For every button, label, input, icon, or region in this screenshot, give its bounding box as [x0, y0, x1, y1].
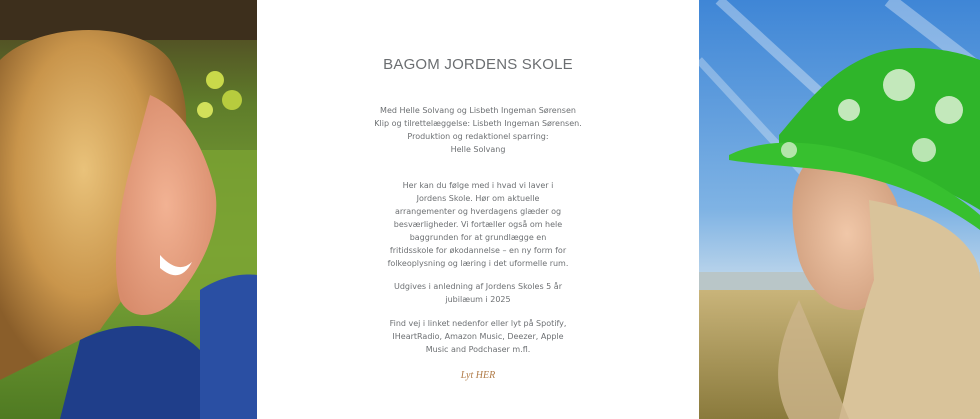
- description-line: arrangementer og hverdagens glæder og: [394, 207, 562, 216]
- credits-line: Produktion og redaktionel sparring:: [407, 132, 549, 141]
- credits-line: Helle Solvang: [450, 145, 506, 154]
- platforms-line: Music and Podchaser m.fl.: [425, 345, 531, 354]
- woman-in-hat-image: [699, 0, 980, 419]
- description-line: besværligheder. Vi fortæller også om hele: [393, 220, 563, 229]
- description-line: baggrunden for at grundlægge en: [409, 233, 547, 242]
- description-line: folkeoplysning og læring i det uformelle rum.: [387, 259, 569, 268]
- anniversary-line: jubilæum i 2025: [445, 295, 511, 304]
- laughing-woman-image: [0, 0, 257, 419]
- credits-line: Klip og tilrettelæggelse: Lisbeth Ingeman Sørensen.: [374, 119, 582, 128]
- platforms-line: Find vej i linket nedenfor eller lyt på Spotify,: [389, 319, 567, 328]
- platforms-line: IHeartRadio, Amazon Music, Deezer, Apple: [392, 332, 564, 341]
- description-line: Her kan du følge med i hvad vi laver i: [402, 181, 554, 190]
- description-line: fritidsskole for økodannelse – en ny form for: [389, 246, 567, 255]
- podcast-info-panel: [257, 0, 699, 419]
- anniversary-block: [257, 280, 699, 306]
- description-block: [257, 179, 699, 270]
- description-line: Jordens Skole. Hør om aktuelle: [416, 194, 540, 203]
- listen-here-link[interactable]: Lyt HER: [460, 370, 496, 381]
- right-photo: [699, 0, 980, 419]
- left-photo: [0, 0, 257, 419]
- page-title: BAGOM JORDENS SKOLE: [383, 56, 573, 73]
- credits-line: Med Helle Solvang og Lisbeth Ingeman Sørensen: [380, 106, 576, 115]
- anniversary-line: Udgives i anledning af Jordens Skoles 5 år: [394, 282, 562, 291]
- platforms-block: [257, 317, 699, 356]
- credits-block: [257, 104, 699, 156]
